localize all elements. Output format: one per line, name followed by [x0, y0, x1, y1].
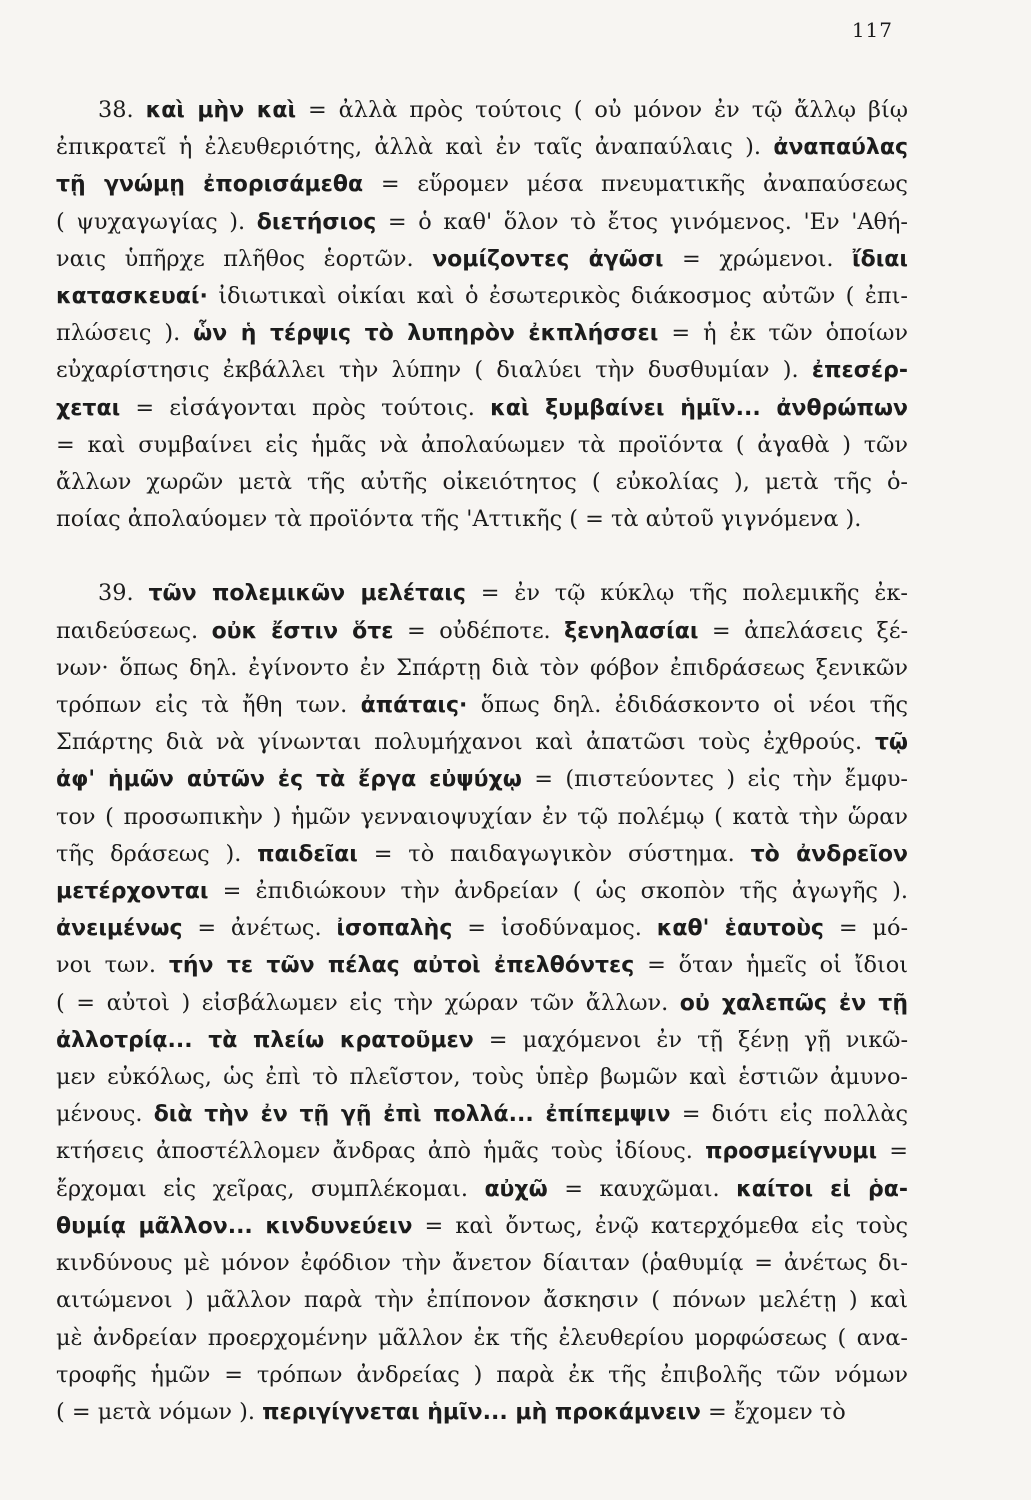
bold-lemma: τὸ ἀνδρεῖον [750, 841, 908, 867]
bold-lemma: νομίζοντες ἀγῶσι [432, 246, 664, 272]
text-line [56, 1096, 908, 1133]
gloss-text: ( ψυχαγωγίας ). [56, 208, 257, 235]
text-line [56, 1171, 908, 1208]
bold-lemma: τῷ [874, 730, 908, 756]
text-line [56, 947, 908, 984]
bold-lemma: ἴδιαι [852, 246, 908, 272]
gloss-text: = ἐν τῷ κύκλῳ τῆς πολεμικῆς ἐκ- [465, 580, 908, 607]
gloss-text: τῆς δράσεως ). [56, 840, 258, 867]
page-number: 117 [851, 18, 893, 42]
gloss-text: = εἰσάγονται πρὸς τούτοις. [120, 394, 491, 421]
text-line [56, 166, 908, 203]
bold-lemma: καὶ μὴν καὶ [145, 98, 297, 123]
bold-lemma: ἀφ' ἡμῶν αὐτῶν ἐς τὰ ἔργα εὐψύχῳ [56, 767, 522, 793]
gloss-text: πλώσεις ). [56, 320, 194, 347]
text-line [56, 575, 908, 612]
text-line [56, 613, 908, 650]
bold-lemma: ξενηλασίαι [564, 618, 699, 644]
bold-lemma: καίτοι εἰ ῥα- [736, 1176, 908, 1202]
text-line [56, 1133, 908, 1170]
gloss-text: μένους. [56, 1101, 154, 1128]
gloss-text: = τὸ παιδαγωγικὸν σύστημα. [357, 840, 751, 867]
gloss-text: 39. [98, 580, 149, 607]
bold-lemma: διετήσιος [256, 209, 377, 235]
text-line [56, 501, 908, 538]
gloss-text: παιδεύσεως. [56, 617, 212, 644]
bold-lemma: τῇ γνώμῃ ἐπορισάμεθα [56, 172, 364, 198]
text-line [56, 1282, 908, 1319]
bold-lemma: ἰσοπαλὴς [336, 916, 453, 942]
text-line [56, 687, 908, 724]
bold-lemma: τήν τε τῶν πέλας αὐτοὶ ἐπελθόντες [168, 953, 635, 979]
text-line [56, 1394, 908, 1431]
bold-lemma: ἀλλοτρίᾳ... τὰ πλείω κρατοῦμεν [56, 1027, 474, 1053]
gloss-text: = καὶ ὄντως, ἐνῷ κατερχόμεθα εἰς τοὺς [412, 1212, 908, 1239]
gloss-text: ποίας ἀπολαύομεν τὰ προϊόντα τῆς 'Αττικῆς ( = τὰ αὐτοῦ γιγνόμενα ). [56, 506, 862, 533]
commentary-text [56, 92, 908, 1431]
gloss-text: ( = μετὰ νόμων ). [56, 1398, 263, 1425]
bold-lemma: αὐχῶ [484, 1176, 548, 1202]
gloss-text: = ἐπιδιώκουν τὴν ἀνδρείαν ( ὡς σκοπὸν τῆς ἀγωγῆς ). [208, 878, 908, 905]
bold-lemma: τῶν πολεμικῶν μελέταις [148, 581, 466, 607]
text-line [56, 650, 908, 687]
gloss-text: τον ( προσωπικὴν ) ἡμῶν γενναιοψυχίαν ἐν τῷ πολέμῳ ( κατὰ τὴν ὥραν [56, 803, 908, 830]
gloss-text: = εὕρομεν μέσα πνευματικῆς ἀναπαύσεως [363, 171, 908, 198]
text-line [56, 92, 908, 129]
paragraph-39 [56, 575, 908, 1431]
text-line [56, 278, 908, 315]
gloss-text: = χρώμενοι. [663, 245, 853, 272]
gloss-text: τρόπων εἰς τὰ ἤθη των. [56, 692, 361, 719]
bold-lemma: ἀνειμένως [56, 916, 183, 942]
gloss-text: νοι των. [56, 952, 169, 979]
text-line [56, 799, 908, 836]
gloss-text: Σπάρτης διὰ νὰ γίνωνται πολυμήχανοι καὶ ἀπατῶσι τοὺς ἐχθρούς. [56, 729, 875, 756]
text-line [56, 1357, 908, 1394]
bold-lemma: χεται [56, 395, 121, 421]
text-line [56, 761, 908, 798]
gloss-text: = ἀλλὰ πρὸς τούτοις ( οὐ μόνον ἐν τῷ ἄλλῳ βίῳ [296, 97, 908, 123]
text-line [56, 1320, 908, 1357]
gloss-text: = ἔχομεν τὸ [700, 1398, 846, 1425]
text-line [56, 985, 908, 1022]
text-line [56, 204, 908, 241]
paragraph-38 [56, 92, 908, 538]
text-line [56, 315, 908, 352]
text-line [56, 724, 908, 761]
gloss-text: 38. [98, 97, 146, 123]
gloss-text: = [877, 1138, 908, 1165]
bold-lemma: ἀπάταις· [360, 693, 468, 719]
gloss-text: = ὁ καθ' ὅλον τὸ ἔτος γινόμενος. 'Εν 'Αθή- [376, 208, 908, 235]
bold-lemma: διὰ τὴν ἐν τῇ γῇ ἐπὶ πολλά... ἐπίπεμψιν [153, 1102, 671, 1128]
bold-lemma: ἐπεσέρ- [811, 358, 908, 384]
gloss-text: = μαχόμενοι ἐν τῇ ξένῃ γῇ νικῶ- [473, 1026, 909, 1053]
bold-lemma: προσμείγνυμι [705, 1139, 878, 1165]
bold-lemma: ὧν ἡ τέρψις τὸ λυπηρὸν ἐκπλήσσει [193, 321, 659, 347]
bold-lemma: περιγίγνεται ἡμῖν... μὴ προκάμνειν [262, 1399, 701, 1425]
bold-lemma: οὐ χαλεπῶς ἐν τῇ [679, 990, 908, 1016]
gloss-text: ναις ὑπῆρχε πλῆθος ἑορτῶν. [56, 245, 433, 272]
text-line [56, 1208, 908, 1245]
gloss-text: νων· ὅπως δηλ. ἐγίνοντο ἐν Σπάρτῃ διὰ τὸν φόβον ἐπιδράσεως ξενικῶν [56, 654, 908, 681]
gloss-text: μεν εὐκόλως, ὡς ἐπὶ τὸ πλεῖστον, τοὺς ὑπὲρ βωμῶν καὶ ἑστιῶν ἀμυνο- [56, 1064, 908, 1091]
text-line [56, 836, 908, 873]
bold-lemma: θυμίᾳ μᾶλλον... κινδυνεύειν [56, 1213, 413, 1239]
gloss-text: = ἀπελάσεις ξέ- [698, 617, 909, 644]
gloss-text: = καὶ συμβαίνει εἰς ἡμᾶς νὰ ἀπολαύωμεν τὰ προϊόντα ( ἀγαθὰ ) τῶν [56, 431, 908, 458]
text-line [56, 1059, 908, 1096]
gloss-text: κτήσεις ἀποστέλλομεν ἄνδρας ἀπὸ ἡμᾶς τοὺς ἰδίους. [56, 1138, 706, 1165]
bold-lemma: καθ' ἑαυτοὺς [656, 916, 824, 942]
bold-lemma: οὐκ ἔστιν ὅτε [211, 618, 394, 644]
gloss-text: ἔρχομαι εἰς χεῖρας, συμπλέκομαι. [56, 1175, 485, 1202]
bold-lemma: ἀναπαύλας [773, 135, 908, 161]
gloss-text: = ὅταν ἡμεῖς οἱ ἴδιοι [634, 952, 909, 979]
gloss-text: = οὐδέποτε. [393, 617, 565, 644]
gloss-text: αιτώμενοι ) μᾶλλον παρὰ τὴν ἐπίπονον ἄσκησιν ( πόνων μελέτῃ ) καὶ [56, 1287, 908, 1314]
gloss-text: = ἀνέτως. [182, 915, 337, 942]
text-line [56, 129, 908, 166]
gloss-text: ἄλλων χωρῶν μετὰ τῆς αὐτῆς οἰκειότητος ( εὐκολίας ), μετὰ τῆς ὁ- [56, 469, 908, 496]
text-line [56, 1022, 908, 1059]
gloss-text: = ἡ ἐκ τῶν ὁποίων [658, 320, 908, 347]
gloss-text: ὅπως δηλ. ἐδιδάσκοντο οἱ νέοι τῆς [467, 692, 909, 719]
bold-lemma: καὶ ξυμβαίνει ἡμῖν... ἀνθρώπων [490, 395, 908, 421]
gloss-text: ( = αὐτοὶ ) εἰσβάλωμεν εἰς τὴν χώραν τῶν ἄλλων. [56, 989, 680, 1016]
text-line [56, 352, 908, 389]
text-line [56, 464, 908, 501]
gloss-text: ἐπικρατεῖ ἡ ἐλευθεριότης, ἀλλὰ καὶ ἐν ταῖς ἀναπαύλαις ). [56, 134, 774, 161]
text-line [56, 1245, 908, 1282]
bold-lemma: μετέρχονται [56, 879, 209, 905]
text-line [56, 241, 908, 278]
gloss-text: μὲ ἀνδρείαν προερχομένην μᾶλλον ἐκ τῆς ἐλευθερίου μορφώσεως ( ανα- [56, 1324, 908, 1351]
bold-lemma: κατασκευαί· [56, 284, 208, 310]
gloss-text: = ἰσοδύναμος. [452, 915, 657, 942]
gloss-text: = καυχῶμαι. [547, 1175, 737, 1202]
text-line [56, 390, 908, 427]
gloss-text: = μό- [823, 915, 909, 942]
gloss-text: = διότι εἰς πολλὰς [670, 1101, 908, 1128]
gloss-text: εὐχαρίστησις ἐκβάλλει τὴν λύπην ( διαλύει τὴν δυσθυμίαν ). [56, 357, 812, 384]
bold-lemma: παιδεῖαι [257, 841, 358, 867]
gloss-text: τροφῆς ἡμῶν = τρόπων ἀνδρείας ) παρὰ ἐκ τῆς ἐπιβολῆς τῶν νόμων [56, 1361, 908, 1388]
gloss-text: = (πιστεύοντες ) εἰς τὴν ἔμφυ- [521, 766, 908, 793]
text-line [56, 910, 908, 947]
text-line [56, 873, 908, 910]
text-line [56, 427, 908, 464]
gloss-text: κινδύνους μὲ μόνον ἐφόδιον τὴν ἄνετον δίαιταν (ῥαθυμίᾳ = ἀνέτως δι- [56, 1250, 908, 1277]
gloss-text: ἰδιωτικαὶ οἰκίαι καὶ ὁ ἐσωτερικὸς διάκοσμος αὐτῶν ( ἐπι- [207, 283, 908, 310]
